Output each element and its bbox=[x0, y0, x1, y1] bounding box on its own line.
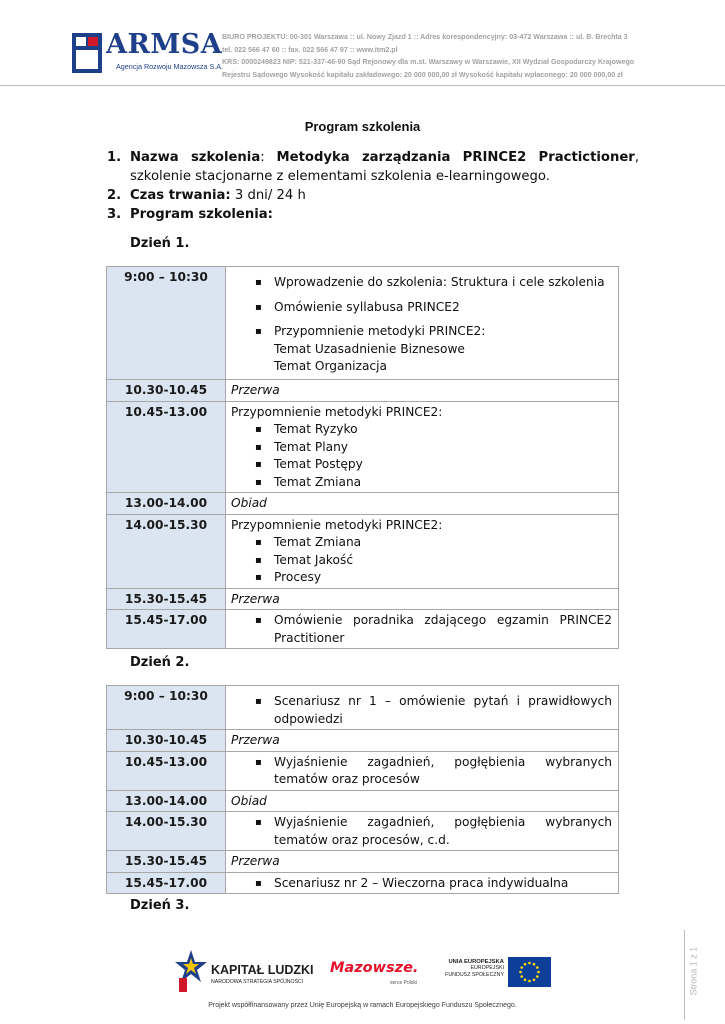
list-item: ▪ Scenariusz nr 1 – omówienie pytań i prawidłowych odpowiedzi bbox=[255, 693, 612, 728]
sub-line: Temat Organizacja bbox=[274, 359, 387, 373]
list-item: ▪ Temat Plany bbox=[255, 439, 612, 457]
list-number: 2. bbox=[107, 188, 122, 203]
list-number: 3. bbox=[107, 207, 122, 222]
list-label: Czas trwania: bbox=[130, 188, 231, 203]
table-row bbox=[107, 514, 619, 588]
list-item: ▪ Temat Ryzyko bbox=[255, 421, 612, 439]
list-item-duration bbox=[107, 186, 639, 205]
list-number: 1. bbox=[107, 150, 122, 165]
kapital-ludzki-logo bbox=[175, 948, 325, 992]
eu-text bbox=[444, 959, 504, 978]
time-cell: 10.30-10.45 bbox=[107, 380, 226, 402]
activity-cell bbox=[226, 610, 619, 649]
eu-flag-icon bbox=[508, 957, 551, 987]
mazowsze-name: Mazowsze. bbox=[330, 960, 419, 976]
list-item: ▪ Omówienie poradnika zdającego egzamin PRINCE2 Practitioner bbox=[255, 612, 612, 647]
activity-cell: Obiad bbox=[226, 493, 619, 515]
header-info-line: Rejestru Sądowego Wysokość kapitału zakładowego: 20 000 000,00 zł Wysokość kapitału wpłaconego: 20 000 000,00 zł bbox=[222, 70, 623, 79]
activity-cell bbox=[226, 686, 619, 730]
bullet-list bbox=[231, 274, 612, 341]
day-1-heading: Dzień 1. bbox=[130, 236, 190, 251]
bullet-list bbox=[231, 875, 612, 893]
table-row bbox=[107, 267, 619, 380]
course-description: , szkolenie stacjonarne z elementami szkolenia e-learningowego. bbox=[130, 150, 640, 184]
eu-line: FUNDUSZ SPOŁECZNY bbox=[445, 971, 504, 978]
list-label: Program szkolenia: bbox=[130, 207, 273, 222]
time-cell: 9:00 – 10:30 bbox=[107, 267, 226, 380]
list-item: ▪ Temat Postępy bbox=[255, 456, 612, 474]
table-row bbox=[107, 493, 619, 515]
table-row bbox=[107, 588, 619, 610]
kapital-ludzki-subtitle: NARODOWA STRATEGIA SPÓJNOŚCI bbox=[211, 979, 304, 985]
time-cell: 9:00 – 10:30 bbox=[107, 686, 226, 730]
eu-line: EUROPEJSKI bbox=[470, 965, 504, 972]
time-cell: 15.45-17.00 bbox=[107, 872, 226, 894]
duration-value: 3 dni/ 24 h bbox=[230, 188, 306, 203]
kapital-ludzki-star-icon bbox=[175, 948, 207, 992]
cofinancing-note: Projekt współfinansowany przez Unię Europejską w ramach Europejskiego Funduszu Społecznego. bbox=[208, 1002, 517, 1009]
table-row bbox=[107, 401, 619, 493]
day-2-schedule-table bbox=[106, 685, 619, 894]
table-row bbox=[107, 686, 619, 730]
bullet-list bbox=[231, 693, 612, 728]
list-item: ▪ Procesy bbox=[255, 569, 612, 587]
bullet-list bbox=[231, 754, 612, 789]
activity-intro: Przypomnienie metodyki PRINCE2: bbox=[231, 404, 443, 419]
bullet-list bbox=[231, 814, 612, 849]
list-label: Nazwa szkolenia bbox=[130, 150, 261, 165]
table-row bbox=[107, 380, 619, 402]
activity-cell bbox=[226, 514, 619, 588]
logo-name: ARMSA bbox=[106, 29, 223, 60]
activity-cell bbox=[226, 267, 619, 380]
table-row bbox=[107, 610, 619, 649]
list-item: ▪ Omówienie syllabusa PRINCE2 bbox=[255, 299, 612, 317]
day-1-schedule-table bbox=[106, 266, 619, 649]
header-info-line: KRS: 0000249823 NIP: 521-337-46-90 Sąd Rejonowy dla m.st. Warszawy w Warszawie, XII Wydział Gospodarczy Krajowego bbox=[222, 58, 635, 67]
page-header bbox=[0, 0, 725, 86]
activity-cell bbox=[226, 751, 619, 790]
list-item: ▪ Temat Zmiana bbox=[255, 534, 612, 552]
activity-cell: Przerwa bbox=[226, 588, 619, 610]
time-cell: 14.00-15.30 bbox=[107, 514, 226, 588]
list-item: ▪ Przypomnienie metodyki PRINCE2: bbox=[255, 323, 612, 341]
table-row bbox=[107, 812, 619, 851]
logo-subtitle: Agencja Rozwoju Mazowsza S.A. bbox=[116, 62, 224, 71]
time-cell: 10.45-13.00 bbox=[107, 401, 226, 493]
program-info-list bbox=[107, 148, 639, 224]
time-cell: 15.30-15.45 bbox=[107, 588, 226, 610]
activity-cell: Obiad bbox=[226, 790, 619, 812]
header-info-line: BIURO PROJEKTU: 00-301 Warszawa :: ul. Nowy Zjazd 1 :: Adres korespondencyjny: 03-472 Warszawa :: ul. B. Brechta 3 bbox=[222, 33, 628, 41]
document-title: Program szkolenia bbox=[304, 119, 421, 134]
list-item: ▪ Temat Jakość bbox=[255, 552, 612, 570]
table-row bbox=[107, 751, 619, 790]
header-contact-info bbox=[222, 31, 677, 81]
activity-cell bbox=[226, 872, 619, 894]
time-cell: 10.30-10.45 bbox=[107, 730, 226, 752]
header-info-line: tel. 022 566 47 60 :: fax. 022 566 47 97 :: www.itm2.pl bbox=[222, 45, 398, 54]
bullet-list bbox=[231, 421, 612, 491]
bullet-list bbox=[231, 534, 612, 587]
sub-line: Temat Uzasadnienie Biznesowe bbox=[274, 341, 465, 356]
list-item: ▪ Temat Zmiana bbox=[255, 474, 612, 492]
armsa-logo-mark bbox=[72, 33, 102, 73]
list-item: ▪ Wyjaśnienie zagadnień, pogłębienia wybranych tematów oraz procesów bbox=[255, 754, 612, 789]
list-item: ▪ Wprowadzenie do szkolenia: Struktura i cele szkolenia bbox=[255, 274, 612, 292]
armsa-logo bbox=[72, 29, 224, 73]
time-cell: 15.30-15.45 bbox=[107, 851, 226, 873]
time-cell: 13.00-14.00 bbox=[107, 493, 226, 515]
day-2-heading: Dzień 2. bbox=[130, 655, 190, 670]
list-item-program bbox=[107, 205, 639, 224]
bullet-list bbox=[231, 612, 612, 647]
time-cell: 14.00-15.30 bbox=[107, 812, 226, 851]
mazowsze-subtitle: serce Polski bbox=[390, 980, 417, 986]
mazowsze-logo bbox=[330, 960, 425, 990]
activity-cell: Przerwa bbox=[226, 730, 619, 752]
activity-intro: Przypomnienie metodyki PRINCE2: bbox=[231, 517, 443, 532]
list-item: ▪ Wyjaśnienie zagadnień, pogłębienia wybranych tematów oraz procesów, c.d. bbox=[255, 814, 612, 849]
activity-cell: Przerwa bbox=[226, 380, 619, 402]
activity-cell: Przerwa bbox=[226, 851, 619, 873]
list-item: ▪ Scenariusz nr 2 – Wieczorna praca indywidualna bbox=[255, 875, 612, 893]
activity-cell bbox=[226, 401, 619, 493]
time-cell: 15.45-17.00 bbox=[107, 610, 226, 649]
list-item-name bbox=[107, 148, 639, 186]
table-row bbox=[107, 790, 619, 812]
list-separator: : bbox=[260, 150, 277, 165]
eu-logo bbox=[444, 957, 552, 991]
day-3-heading: Dzień 3. bbox=[130, 898, 190, 913]
time-cell: 10.45-13.00 bbox=[107, 751, 226, 790]
page-number: Strona 1 z 1 bbox=[688, 946, 699, 996]
table-row bbox=[107, 872, 619, 894]
course-name: Metodyka zarządzania PRINCE2 Practictioner bbox=[276, 150, 635, 165]
table-row bbox=[107, 730, 619, 752]
kapital-ludzki-name: KAPITAŁ LUDZKI bbox=[211, 963, 314, 977]
eu-line: UNIA EUROPEJSKA bbox=[448, 959, 504, 965]
activity-cell bbox=[226, 812, 619, 851]
time-cell: 13.00-14.00 bbox=[107, 790, 226, 812]
table-row bbox=[107, 851, 619, 873]
